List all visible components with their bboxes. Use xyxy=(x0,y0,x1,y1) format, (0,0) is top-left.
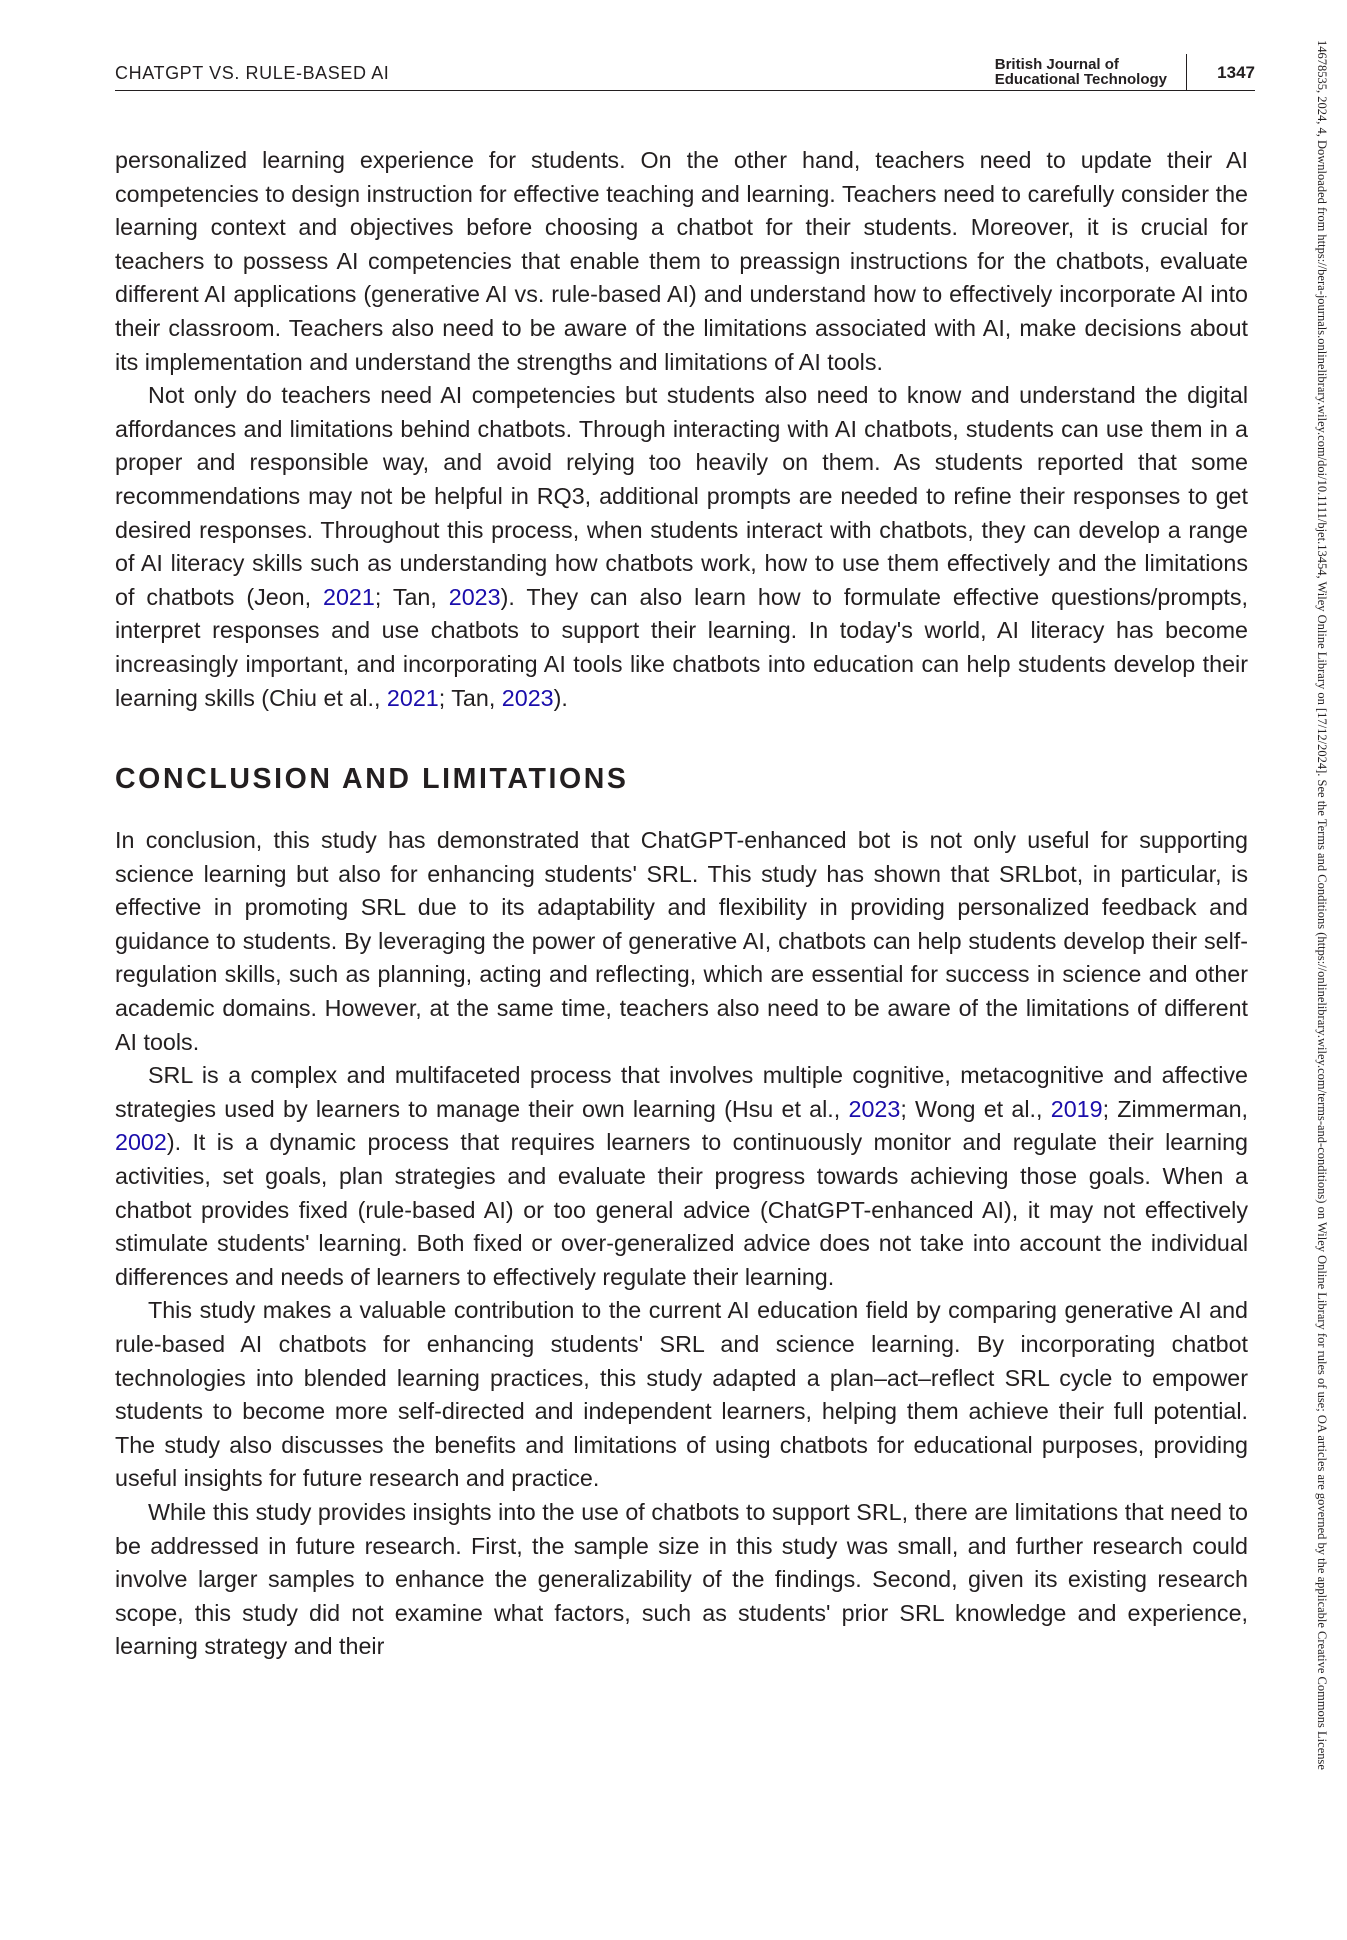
paragraph-5: This study makes a valuable contribution to the current AI education field by comparing generative AI and rule-based AI chatbots for enhancing students' SRL and science learning. By incorporating chatbot technologies into blended learning practices, this study adapted a plan–act–reflect SRL cycle to empower students to become more self-directed and independent learners, helping them achieve their full potential. The study also discusses the benefits and limitations of using chatbots for educational purposes, providing useful insights for future research and practice. xyxy=(115,1297,1248,1492)
article-body xyxy=(115,144,1248,1664)
citation-link-hsu-2023[interactable]: 2023 xyxy=(848,1095,901,1122)
citation-link-wong-2019[interactable]: 2019 xyxy=(1050,1095,1103,1122)
paragraph-3: In conclusion, this study has demonstrated that ChatGPT-enhanced bot is not only useful for supporting science learning but also for enhancing students' SRL. This study has shown that SRLbot, in particular, is effective in promoting SRL due to its adaptability and flexibility in providing personalized feedback and guidance to students. By leveraging the power of generative AI, chatbots can help students develop their self-regulation skills, such as planning, acting and reflecting, which are essential for success in science and other academic domains. However, at the same time, teachers also need to be aware of the limitations of different AI tools. xyxy=(115,827,1248,1055)
paragraph-2-text-2: ; Tan, xyxy=(374,583,449,610)
running-head xyxy=(115,54,1255,94)
page-number: 1347 xyxy=(1217,63,1255,82)
paragraph-6: While this study provides insights into the use of chatbots to support SRL, there are limitations that need to be addressed in future research. First, the sample size in this study was small, and further research could involve larger samples to enhance the generalizability of the findings. Second, given its existing research scope, this study did not examine what factors, such as students' prior SRL knowledge and experience, learning strategy and their xyxy=(115,1498,1248,1660)
download-notice: 14678535, 2024, 4, Downloaded from https://bera-journals.onlinelibrary.wiley.com/doi/10.1111/bjet.13454, Wiley Online Library on [17/12/2024]. See the Terms and Conditions (https://onlinelibrary.wiley.com/terms-and-conditions) on Wiley Online Library for rules of use; OA articles are governed by the applicable Creative Commons License xyxy=(1315,40,1329,1770)
paragraph-4-text-3: ; Zimmerman, xyxy=(1102,1095,1249,1122)
paragraph-2 xyxy=(115,379,1248,715)
paragraph-2-text-4: ; Tan, xyxy=(438,684,502,711)
section-heading: CONCLUSION AND LIMITATIONS xyxy=(115,763,629,796)
paragraph-4-text-2: ; Wong et al., xyxy=(900,1095,1051,1122)
paragraph-4-text-1: SRL is a complex and multifaceted process that involves multiple cognitive, metacognitive and affective strategies used by learners to manage their own learning (Hsu et al., xyxy=(115,1062,1248,1122)
citation-link-chiu-2021[interactable]: 2021 xyxy=(386,684,439,711)
journal-name-line-1: British Journal of xyxy=(994,56,1119,73)
paragraph-2-text-1: Not only do teachers need AI competencies but students also need to know and understand the digital affordances and limitations behind chatbots. Through interacting with AI chatbots, students can use them in a proper and responsible way, and avoid relying too heavily on them. As students reported that some recommendations may not be helpful in RQ3, additional prompts are needed to refine their responses to get desired responses. Throughout this process, when students interact with chatbots, they can develop a range of AI literacy skills such as understanding how chatbots work, how to use them effectively and the limitations of chatbots (Jeon, xyxy=(115,382,1248,610)
running-title: CHATGPT VS. RULE-BASED AI xyxy=(115,63,390,83)
paragraph-4-text-4: ). It is a dynamic process that requires learners to continuously monitor and regulate their learning activities, set goals, plan strategies and evaluate their progress towards achieving those goals. When a chatbot provides fixed (rule-based AI) or too general advice (ChatGPT-enhanced AI), it may not effectively stimulate students' learning. Both fixed or over-generalized advice does not take into account the individual differences and needs of learners to effectively regulate their learning. xyxy=(115,1129,1248,1290)
citation-link-zimmerman-2002[interactable]: 2002 xyxy=(115,1129,167,1156)
paragraph-1: personalized learning experience for students. On the other hand, teachers need to update their AI competencies to design instruction for effective teaching and learning. Teachers need to carefully consider the learning context and objectives before choosing a chatbot for their students. Moreover, it is crucial for teachers to possess AI competencies that enable them to preassign instructions for the chatbots, evaluate different AI applications (generative AI vs. rule-based AI) and understand how to effectively incorporate AI into their classroom. Teachers also need to be aware of the limitations associated with AI, make decisions about its implementation and understand the strengths and limitations of AI tools. xyxy=(115,147,1248,375)
citation-link-jeon-2021[interactable]: 2021 xyxy=(323,583,375,610)
citation-link-tan-2023[interactable]: 2023 xyxy=(448,583,501,610)
journal-name xyxy=(995,57,1167,87)
header-divider xyxy=(1186,54,1187,90)
header-rule xyxy=(115,90,1255,91)
journal-name-line-2: Educational Technology xyxy=(994,71,1167,88)
paragraph-4 xyxy=(115,1059,1248,1294)
citation-link-tan-2023-b[interactable]: 2023 xyxy=(501,684,554,711)
paragraph-2-text-5: ). xyxy=(553,684,568,711)
paragraph-2-text-3: ). They can also learn how to formulate effective questions/prompts, interpret responses and use chatbots to support their learning. In today's world, AI literacy has become increasingly important, and incorporating AI tools like chatbots into education can help students develop their learning skills (Chiu et al., xyxy=(115,583,1249,711)
